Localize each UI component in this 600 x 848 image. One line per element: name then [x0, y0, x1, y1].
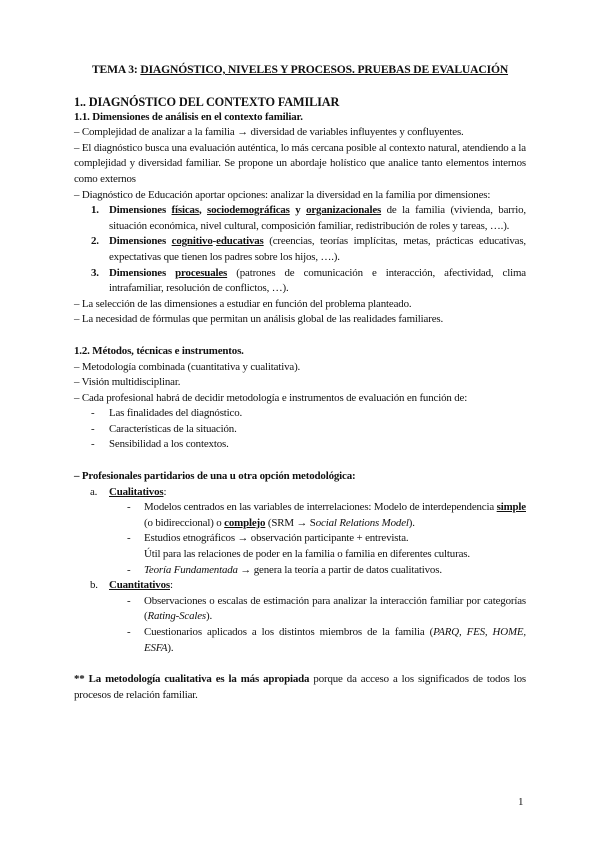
list-number: 1. [91, 204, 99, 217]
list-item-cualitativos: a. Cualitativos: [90, 485, 167, 498]
paragraph-seleccion: – La selección de las dimensiones a estudiar en función del problema planteado. [74, 297, 412, 310]
paragraph-vision: – Visión multidisciplinar. [74, 376, 181, 389]
list-item-dimension-1: 1. Dimensiones físicas, sociodemográficas y organizacionales de la familia (vivienda, barrio, situación económica, nivel cultural, composición familiar, redistribución de roles y tareas, ….). [91, 204, 526, 232]
page-number: 1 [518, 796, 524, 808]
paragraph-profesional: – Cada profesional habrá de decidir metodología e instrumentos de evaluación en función de: [74, 391, 468, 404]
list-number: 2. [91, 235, 99, 248]
list-item-teoria: - Teoría Fundamentada → genera la teoría a partir de datos cualitativos. [127, 563, 442, 576]
paragraph-formulas: – La necesidad de fórmulas que permitan un análisis global de las realidades familiares. [74, 313, 444, 326]
title-prefix: TEMA 3: [91, 63, 141, 76]
list-item-observaciones: - Observaciones o escalas de estimación para analizar la interacción familiar por categorías (Rating-Scales). [127, 594, 526, 623]
title-underlined: DIAGNÓSTICO, NIVELES Y PROCESOS. PRUEBAS DE EVALUACIÓN [140, 63, 509, 76]
list-item-caracteristicas: - Características de la situación. [91, 422, 237, 435]
paragraph-conclusion: ** La metodología cualitativa es la más apropiada porque da acceso a los significados de todos los procesos de relación familiar. [74, 673, 526, 701]
heading-profesionales: – Profesionales partidarios de una u otra opción metodológica: [74, 470, 356, 483]
paragraph-complejidad: – Complejidad de analizar a la familia → diversidad de variables influyentes y confluyentes. [74, 126, 464, 139]
paragraph-dimensiones-intro: – Diagnóstico de Educación aportar opciones: analizar la diversidad en la familia por dimensiones: [74, 188, 491, 201]
list-item-cuantitativos: b. Cuantitativos: [90, 579, 173, 592]
subsection-heading-dimensiones: 1.1. Dimensiones de análisis en el contexto familiar. [74, 110, 303, 123]
list-item-sensibilidad: - Sensibilidad a los contextos. [91, 438, 229, 451]
page-content [74, 62, 526, 703]
paragraph-diagnostico-autentico: – El diagnóstico busca una evaluación auténtica, lo más cercana posible al contexto natural, atendiendo a la complejidad y diversidad familiar. Se propone un abordaje holístico que analice tanto elementos internos como externos [74, 141, 526, 185]
subsection-heading-metodos: 1.2. Métodos, técnicas e instrumentos. [74, 344, 244, 357]
spacer [74, 328, 526, 344]
document-title [74, 62, 526, 78]
list-item-cuestionarios: - Cuestionarios aplicados a los distintos miembros de la familia (PARQ, FES, HOME, ESFA). [127, 626, 526, 654]
list-item-etnograficos: - Estudios etnográficos → observación participante + entrevista. [127, 532, 409, 545]
spacer [74, 656, 526, 672]
spacer [74, 453, 526, 469]
list-item-dimension-2: 2. Dimensiones cognitivo-educativas (creencias, teorías implícitas, metas, prácticas educativas, expectativas que tienen los padres sobre los hijos, ….). [91, 235, 526, 263]
list-item-etnograficos-continuation: Útil para las relaciones de poder en la familia o familia en diferentes culturas. [144, 548, 470, 561]
list-item-finalidades: - Las finalidades del diagnóstico. [91, 407, 243, 420]
list-item-dimension-3: 3. Dimensiones procesuales (patrones de comunicación e interacción, afectividad, clima intrafamiliar, resolución de conflictos, …). [91, 266, 526, 295]
paragraph-metodologia: – Metodología combinada (cuantitativa y cualitativa). [74, 360, 301, 373]
list-item-modelos: - Modelos centrados en las variables de interrelaciones: Modelo de interdependencia simple (o bidireccional) o complejo (SRM → Social Relations Model). [127, 501, 526, 529]
list-number: 3. [91, 266, 99, 279]
section-heading-diagnostico: 1.. DIAGNÓSTICO DEL CONTEXTO FAMILIAR [74, 94, 340, 109]
